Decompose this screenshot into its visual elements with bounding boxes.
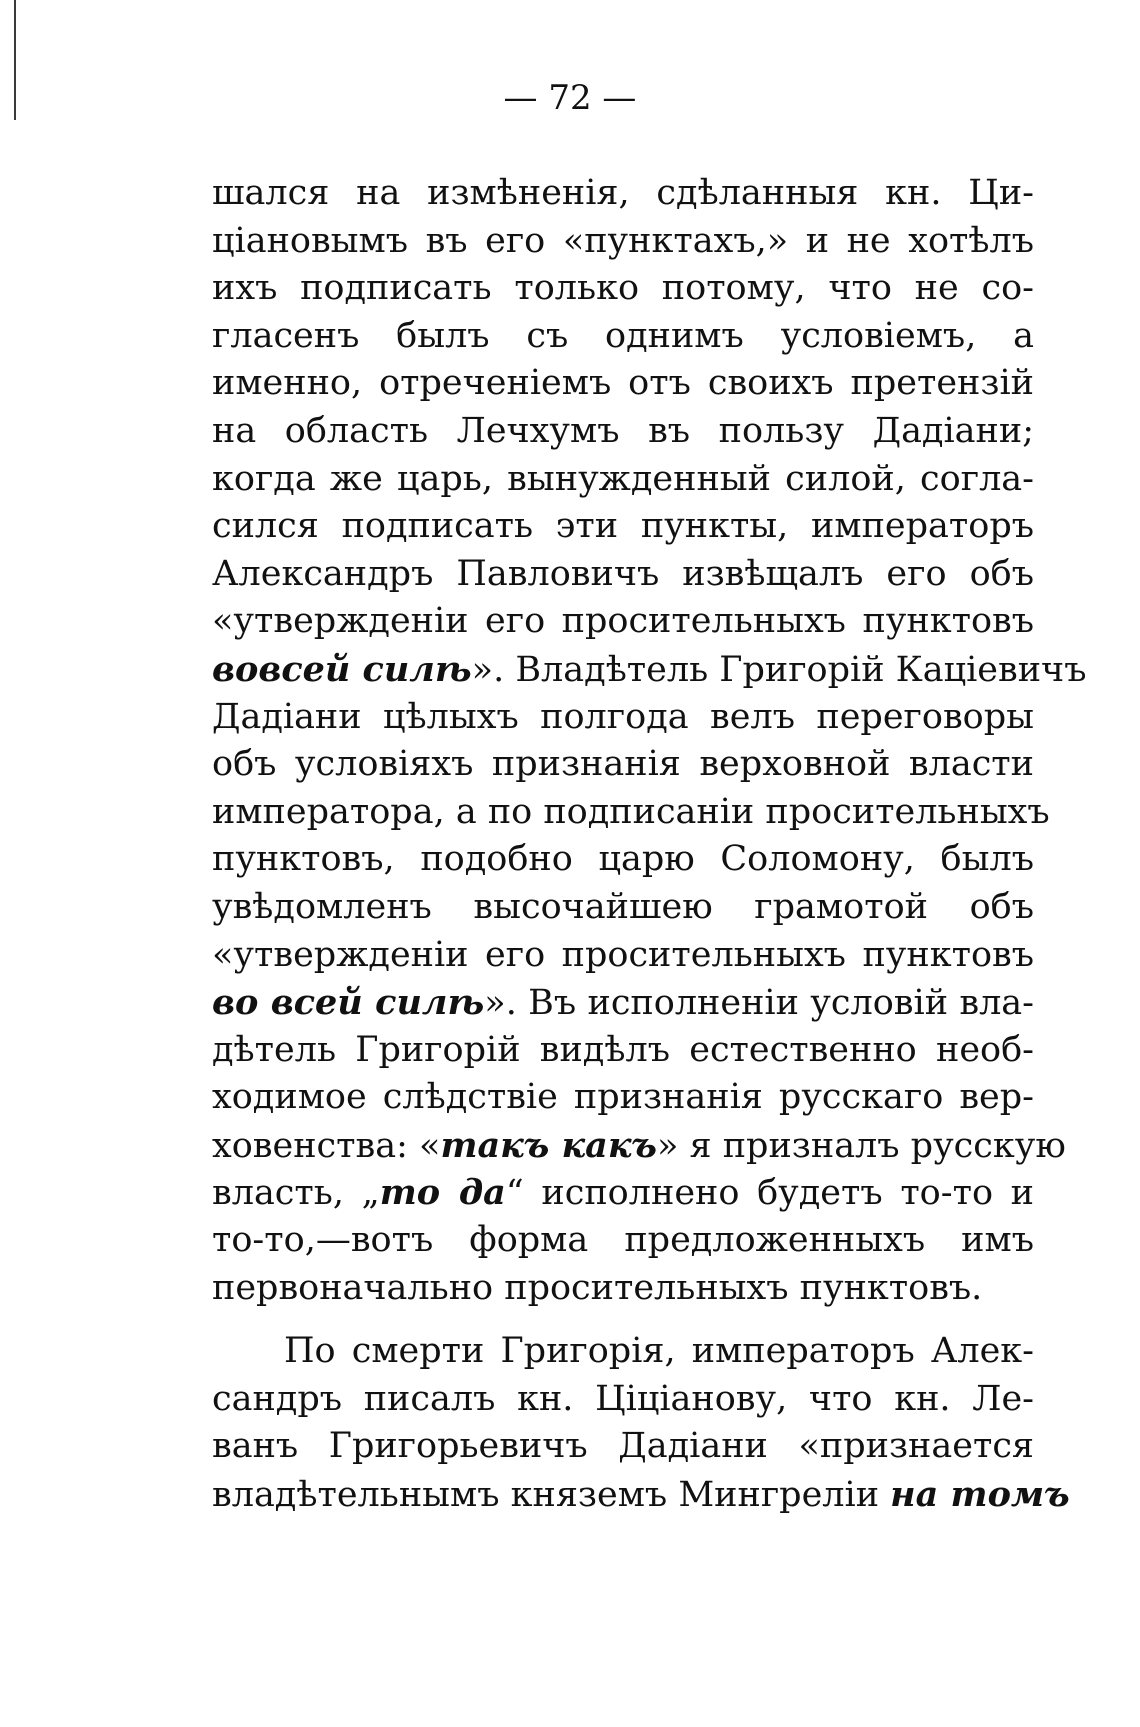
text-segment: ціановымъ въ его «пунктахъ,» и не хотѣлъ: [212, 220, 1034, 261]
text-segment: Дадіани цѣлыхъ полгода велъ переговоры: [212, 696, 1034, 737]
text-line: [212, 360, 1034, 408]
text-segment: ». Въ исполненіи условій вла-: [484, 983, 1034, 1024]
text-line: [212, 408, 1034, 456]
text-segment: шался на измѣненія, сдѣланныя кн. Ци-: [212, 173, 1034, 213]
text-line: [212, 789, 1050, 837]
text-segment: Александръ Павловичъ извѣщалъ его объ: [212, 553, 1034, 594]
text-line: [212, 1027, 1034, 1075]
text-line: [212, 1328, 1034, 1376]
text-segment: именно, отреченіемъ отъ своихъ претензій: [212, 363, 1034, 404]
text-line: [212, 1376, 1034, 1424]
text-line: [212, 265, 1034, 313]
paragraph-gap: [212, 1312, 1034, 1328]
text-line: [212, 1122, 1066, 1170]
text-segment: первоначально просительныхъ пунктовъ.: [212, 1267, 983, 1308]
text-line: [212, 503, 1034, 551]
text-segment: объ условіяхъ признанія верховной власти: [212, 744, 1034, 785]
text-segment: » я призналъ русскую: [656, 1125, 1066, 1166]
text-segment: когда же царь, вынужденный силой, согла-: [212, 458, 1034, 499]
text-line: [212, 932, 1034, 980]
text-line: [212, 313, 1034, 361]
text-segment: ховенства: «: [212, 1125, 441, 1166]
text-segment: владѣтельнымъ княземъ Мингреліи: [212, 1475, 891, 1516]
text-segment: “ исполнено будетъ то-то и: [505, 1173, 1035, 1214]
text-line: [212, 551, 1034, 599]
text-line: [212, 1169, 1034, 1217]
text-segment: увѣдомленъ высочайшею грамотой объ: [212, 886, 1034, 927]
text-segment: «утвержденіи его просительныхъ пунктовъ: [212, 934, 1034, 975]
text-segment: то-то,—вотъ форма предложенныхъ имъ: [212, 1220, 1034, 1261]
text-segment: По смерти Григорія, императоръ Алек-: [284, 1331, 1034, 1372]
text-line: [212, 1217, 1034, 1265]
text-line: [212, 979, 1034, 1027]
text-line: [212, 1265, 1034, 1313]
text-line: [212, 884, 1034, 932]
text-segment: ». Владѣтель Григорій Каціевичъ: [471, 649, 1087, 690]
text-segment: дѣтель Григорій видѣлъ естественно необ-: [212, 1029, 1034, 1070]
text-line: [212, 456, 1034, 504]
text-line: [212, 1471, 1070, 1519]
text-segment: ихъ подписать только потому, что не со-: [212, 268, 1034, 309]
text-line: [212, 646, 1087, 694]
text-line: [212, 836, 1034, 884]
italic-phrase: на томъ: [890, 1474, 1070, 1516]
text-line: [212, 1074, 1034, 1122]
text-line: [212, 694, 1034, 742]
text-line: [212, 170, 1034, 218]
text-segment: императора, а по подписаніи просительныхъ: [212, 791, 1050, 832]
italic-phrase: такъ какъ: [440, 1124, 657, 1166]
page-number: — 72 —: [503, 78, 637, 118]
text-segment: власть, „: [212, 1173, 380, 1214]
text-segment: гласенъ былъ съ однимъ условіемъ, а: [212, 315, 1034, 356]
italic-phrase: вовсей силѣ: [212, 648, 472, 690]
text-segment: сандръ писалъ кн. Ціціанову, что кн. Ле-: [212, 1378, 1034, 1419]
text-segment: «утвержденіи его просительныхъ пунктовъ: [212, 601, 1034, 642]
text-segment: на область Лечхумъ въ пользу Дадіани;: [212, 410, 1034, 451]
italic-phrase: во всей силѣ: [212, 982, 485, 1024]
text-line: [212, 598, 1034, 646]
italic-phrase: то да: [379, 1172, 506, 1214]
text-segment: сился подписать эти пункты, императоръ: [212, 506, 1034, 547]
text-line: [212, 1423, 1034, 1471]
text-segment: пунктовъ, подобно царю Соломону, былъ: [212, 839, 1034, 880]
text-segment: ходимое слѣдствіе признанія русскаго вер-: [212, 1077, 1034, 1118]
body-text: [212, 170, 1087, 1519]
text-line: [212, 741, 1034, 789]
text-segment: ванъ Григорьевичъ Дадіани «признается: [212, 1426, 1034, 1467]
text-line: [212, 218, 1034, 266]
